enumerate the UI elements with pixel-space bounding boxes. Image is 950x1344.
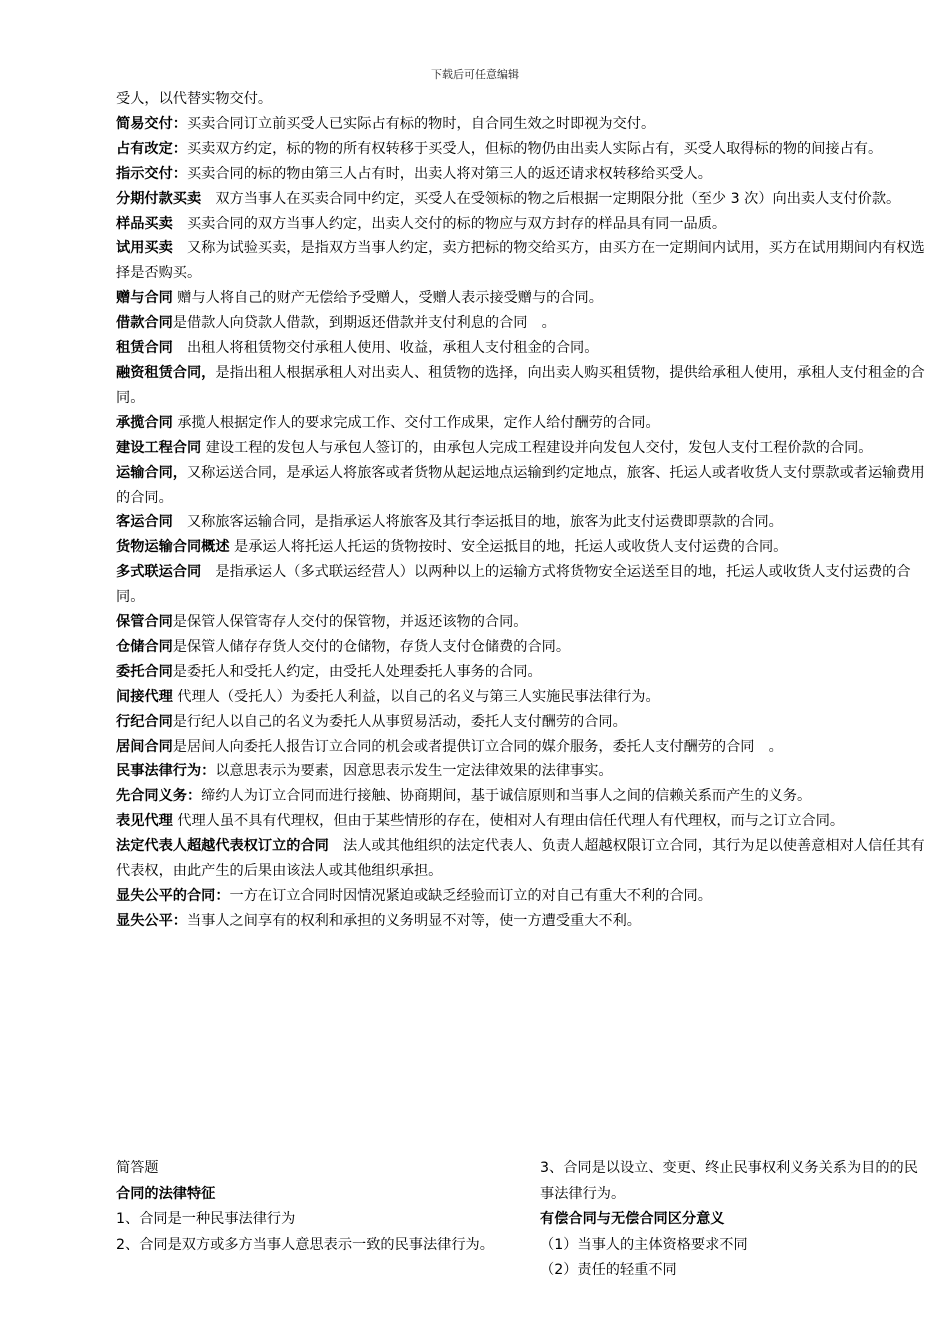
definition-term: 居间合同 [116, 738, 173, 755]
definition-term: 借款合同 [116, 315, 173, 332]
definition-text: 缔约人为订立合同而进行接触、协商期间，基于诚信原则和当事人之间的信赖关系而产生的义务。 [201, 788, 812, 805]
left-heading: 合同的法律特征 [116, 1185, 216, 1202]
definition-text: 代理人虽不具有代理权，但由于某些情形的存在，使相对人有理由信任代理人有代理权，而与之订立合同。 [172, 813, 845, 830]
definition-entry [116, 436, 932, 461]
definition-entry [116, 286, 932, 311]
definition-entry [116, 311, 932, 336]
definition-text: 受人，以代替实物交付。 [116, 91, 273, 107]
definition-text: 是委托人和受托人约定，由受托人处理委托人事务的合同。 [172, 663, 542, 680]
definition-term: 保管合同 [116, 614, 173, 631]
definition-entry [116, 137, 932, 162]
definition-text: 是保管人储存存货人交付的仓储物，存货人支付仓储费的合同。 [172, 638, 571, 655]
definition-term: 简易交付： [116, 115, 187, 132]
definition-term: 仓储合同 [116, 638, 173, 655]
definition-term: 行纪合同 [116, 713, 173, 730]
definition-entry [116, 909, 932, 934]
definition-text: 是指承运人（多式联运经营人）以两种以上的运输方式将货物安全运送至目的地，托运人或收货人支付运费的合同。 [116, 564, 911, 606]
definition-term: 建设工程合同 [116, 439, 202, 456]
definition-term: 承揽合同 [116, 414, 173, 431]
definition-term: 显失公平： [116, 912, 187, 929]
definition-text: 是居间人向委托人报告订立合同的机会或者提供订立合同的媒介服务，委托人支付酬劳的合同 。 [172, 738, 783, 755]
definition-term: 委托合同 [116, 663, 173, 680]
definition-entry [116, 735, 932, 760]
definition-entry [116, 336, 932, 361]
definition-entry [116, 635, 932, 660]
definition-text: 是借款人向贷款人借款，到期返还借款并支付利息的合同 。 [172, 315, 556, 332]
left-item: 1、合同是一种民事法律行为 [116, 1211, 296, 1227]
short-answer-left-column [116, 1156, 514, 1258]
definition-entry [116, 710, 932, 735]
right-item: （2）责任的轻重不同 [540, 1262, 677, 1278]
definition-term: 融资租赁合同， [116, 364, 216, 381]
definition-entry [116, 87, 932, 112]
definition-text: 双方当事人在买卖合同中约定，买受人在受领标的物之后根据一定期限分批（至少 3 次）向出卖人支付价款。 [201, 190, 901, 207]
definition-entry [116, 560, 932, 610]
left-item: 2、合同是双方或多方当事人意思表示一致的民事法律行为。 [116, 1236, 494, 1253]
definition-text: 赠与人将自己的财产无偿给予受赠人，受赠人表示接受赠与的合同。 [172, 290, 603, 307]
definition-term: 客运合同 [116, 514, 173, 531]
definition-entry [116, 212, 932, 237]
definition-entry [116, 187, 932, 212]
page-header: 下载后可任意编辑 [431, 68, 519, 81]
definitions-list [116, 87, 932, 934]
definition-term: 先合同义务： [116, 788, 202, 805]
definition-term: 民事法律行为： [116, 763, 216, 780]
definition-text: 代理人（受托人）为委托人利益，以自己的名义与第三人实施民事法律行为。 [172, 688, 660, 705]
definition-entry [116, 884, 932, 909]
definition-entry [116, 809, 932, 834]
definition-term: 赠与合同 [116, 290, 173, 307]
definition-text: 当事人之间享有的权利和承担的义务明显不对等，使一方遭受重大不利。 [186, 912, 641, 929]
definition-text: 建设工程的发包人与承包人签订的，由承包人完成工程建设并向发包人交付，发包人支付工程价款的合同。 [201, 439, 873, 456]
definition-text: 是指出租人根据承租人对出卖人、租赁物的选择，向出卖人购买租赁物，提供给承租人使用，承租人支付租金的合同。 [116, 364, 925, 406]
definition-term: 法定代表人超越代表权订立的合同 [116, 838, 329, 855]
definition-text: 买卖合同的标的物由第三人占有时，出卖人将对第三人的返还请求权转移给买受人。 [186, 165, 712, 182]
definition-entry [116, 361, 932, 411]
definition-entry [116, 236, 932, 286]
definition-text: 买卖合同订立前买受人已实际占有标的物时，自合同生效之时即视为交付。 [186, 115, 656, 132]
definition-term: 占有改定： [116, 140, 187, 157]
definition-entry [116, 162, 932, 187]
short-answer-right-column [540, 1156, 932, 1284]
definition-term: 货物运输合同概述 [116, 539, 230, 556]
definition-term: 租赁合同 [116, 340, 173, 357]
definition-entry [116, 834, 932, 884]
definition-entry [116, 112, 932, 137]
definition-term: 显失公平的合同： [116, 888, 230, 904]
definition-entry [116, 660, 932, 685]
definition-term: 运输合同， [116, 464, 187, 481]
definition-text: 出租人将租赁物交付承租人使用、收益，承租人支付租金的合同。 [172, 340, 599, 357]
definition-text: 又称运送合同，是承运人将旅客或者货物从起运地点运输到约定地点，旅客、托运人或者收货人支付票款或者运输费用的合同。 [116, 464, 925, 506]
definition-term: 多式联运合同 [116, 564, 202, 581]
definition-term: 指示交付： [116, 165, 187, 182]
definition-entry [116, 784, 932, 809]
definition-text: 承揽人根据定作人的要求完成工作、交付工作成果，定作人给付酬劳的合同。 [172, 414, 660, 431]
definition-text: 是承运人将托运人托运的货物按时、安全运抵目的地，托运人或收货人支付运费的合同。 [229, 539, 788, 556]
definition-entry [116, 461, 932, 511]
right-heading: 有偿合同与无偿合同区分意义 [540, 1211, 725, 1227]
definition-entry [116, 759, 932, 784]
definition-entry [116, 610, 932, 635]
definition-entry [116, 510, 932, 535]
right-item-3: 3、合同是以设立、变更、终止民事权利义务关系为目的的民事法律行为。 [540, 1160, 918, 1202]
definition-term: 分期付款买卖 [116, 190, 202, 207]
definition-text: 法人或其他组织的法定代表人、负责人超越权限订立合同，其行为足以使善意相对人信任其有代表权，由此产生的后果由该法人或其他组织承担。 [116, 838, 925, 880]
definition-term: 样品买卖 [116, 215, 173, 232]
section-title: 简答题 [116, 1160, 159, 1176]
definition-text: 一方在订立合同时因情况紧迫或缺乏经验而订立的对自己有重大不利的合同。 [229, 888, 712, 904]
definition-text: 买卖双方约定，标的物的所有权转移于买受人，但标的物仍由出卖人实际占有，买受人取得标的物的间接占有。 [186, 140, 883, 157]
definition-text: 又称为试验买卖，是指双方当事人约定，卖方把标的物交给买方，由买方在一定期间内试用，买方在试用期间内有权选择是否购买。 [116, 240, 925, 282]
definition-text: 是行纪人以自己的名义为委托人从事贸易活动，委托人支付酬劳的合同。 [172, 713, 627, 730]
definition-entry [116, 535, 932, 560]
definition-term: 表见代理 [116, 813, 173, 830]
right-item: （1）当事人的主体资格要求不同 [540, 1236, 748, 1253]
definition-entry [116, 411, 932, 436]
definition-term: 试用买卖 [116, 240, 173, 257]
definition-text: 又称旅客运输合同，是指承运人将旅客及其行李运抵目的地，旅客为此支付运费即票款的合同。 [172, 514, 783, 531]
definition-text: 以意思表示为要素，因意思表示发生一定法律效果的法律事实。 [215, 763, 613, 780]
definition-text: 是保管人保管寄存人交付的保管物，并返还该物的合同。 [172, 614, 528, 631]
definition-entry [116, 685, 932, 710]
definition-text: 买卖合同的双方当事人约定，出卖人交付的标的物应与双方封存的样品具有同一品质。 [172, 215, 727, 232]
definition-term: 间接代理 [116, 688, 173, 705]
